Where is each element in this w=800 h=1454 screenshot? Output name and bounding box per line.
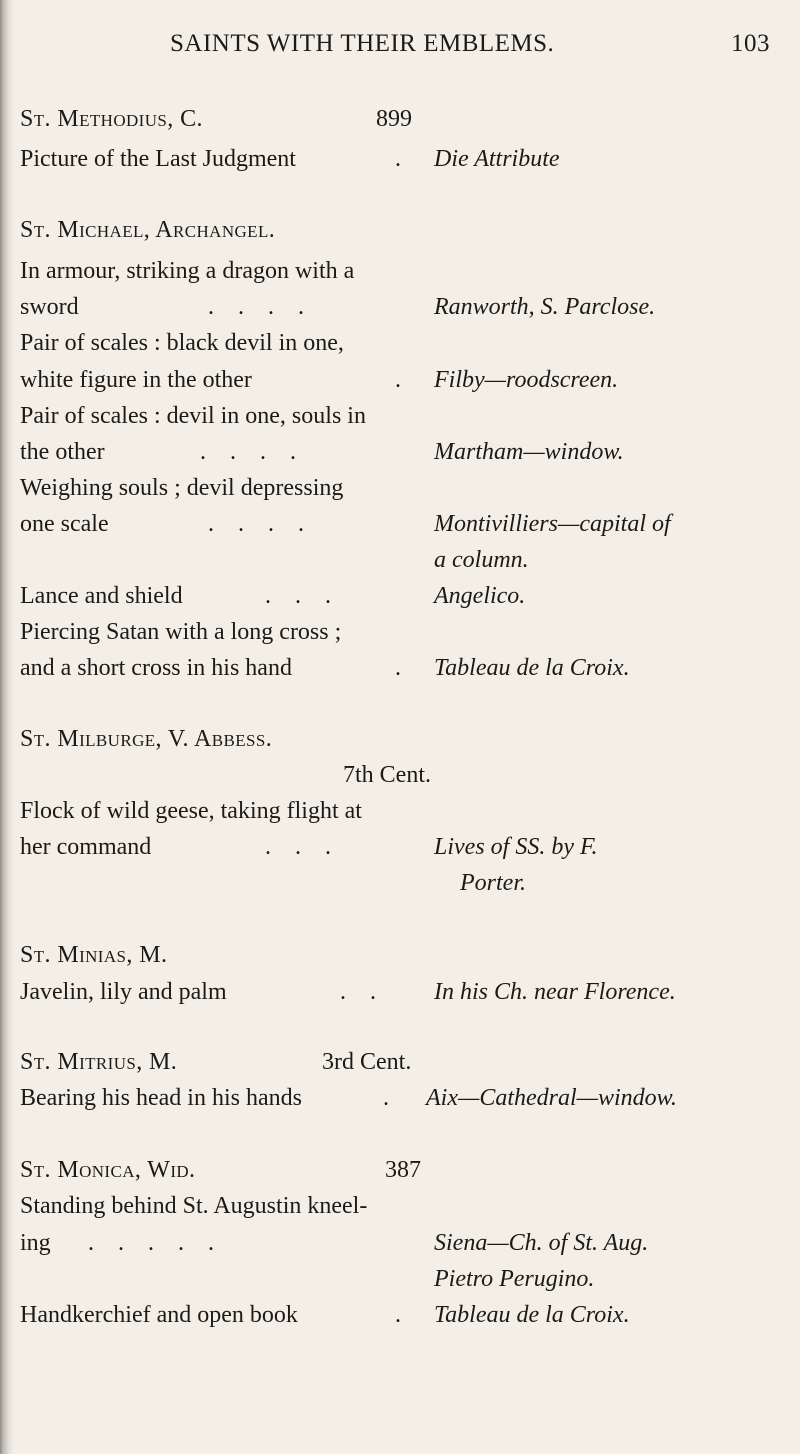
emblem-reference: Tableau de la Croix.	[434, 1302, 630, 1328]
emblem-reference: In his Ch. near Florence.	[434, 979, 676, 1005]
leader-dots: . . .	[265, 834, 331, 860]
emblem-reference: Angelico.	[434, 583, 526, 609]
emblem-reference: Montivilliers—capital of	[434, 511, 671, 537]
emblem-description: the other	[20, 439, 105, 465]
page-gutter-shadow	[0, 0, 14, 1454]
emblem-description: Pair of scales : devil in one, souls in	[20, 403, 366, 429]
leader-dots: .	[395, 146, 401, 172]
saint-name: St. Michael, Archangel.	[20, 217, 276, 243]
saint-name: St. Milburge, V. Abbess.	[20, 726, 273, 752]
emblem-reference: Porter.	[460, 870, 526, 896]
saint-name: St. Monica, Wid.	[20, 1157, 196, 1183]
emblem-description: ing	[20, 1230, 51, 1256]
emblem-description: one scale	[20, 511, 109, 537]
leader-dots: .	[383, 1085, 389, 1111]
saint-name: St. Methodius, C.	[20, 106, 203, 132]
saint-name: St. Minias, M.	[20, 942, 168, 968]
emblem-reference: a column.	[434, 547, 529, 573]
emblem-description: In armour, striking a dragon with a	[20, 258, 355, 284]
emblem-description: Pair of scales : black devil in one,	[20, 330, 344, 356]
running-title: SAINTS WITH THEIR EMBLEMS.	[170, 30, 555, 57]
emblem-reference: Pietro Perugino.	[434, 1266, 595, 1292]
emblem-description: Piercing Satan with a long cross ;	[20, 619, 342, 645]
leader-dots: .	[395, 1302, 401, 1328]
emblem-description: Weighing souls ; devil depressing	[20, 475, 344, 501]
emblem-description: Flock of wild geese, taking flight at	[20, 798, 362, 824]
saint-date: 899	[376, 106, 412, 132]
saint-date: 387	[385, 1157, 421, 1183]
emblem-reference: Martham—window.	[434, 439, 624, 465]
emblem-description: Javelin, lily and palm	[20, 979, 227, 1005]
emblem-description: and a short cross in his hand	[20, 655, 292, 681]
emblem-description: Lance and shield	[20, 583, 183, 609]
emblem-reference: Die Attribute	[434, 146, 560, 172]
leader-dots: . . . .	[208, 511, 304, 537]
leader-dots: . . . .	[208, 294, 304, 320]
page-number: 103	[731, 30, 770, 57]
emblem-description: sword	[20, 294, 79, 320]
emblem-reference: Tableau de la Croix.	[434, 655, 630, 681]
running-header	[0, 30, 800, 70]
emblem-reference: Lives of SS. by F.	[434, 834, 598, 860]
leader-dots: . . . . .	[88, 1230, 214, 1256]
emblem-description: Bearing his head in his hands	[20, 1085, 302, 1111]
leader-dots: . . . .	[200, 439, 296, 465]
emblem-reference: Ranworth, S. Parclose.	[434, 294, 656, 320]
saint-date: 3rd Cent.	[322, 1049, 412, 1075]
emblem-description: her command	[20, 834, 152, 860]
saint-name: St. Mitrius, M.	[20, 1049, 178, 1075]
leader-dots: . .	[340, 979, 376, 1005]
emblem-reference: Filby—roodscreen.	[434, 367, 619, 393]
leader-dots: .	[395, 367, 401, 393]
leader-dots: .	[395, 655, 401, 681]
emblem-description: Handkerchief and open book	[20, 1302, 298, 1328]
emblem-description: white figure in the other	[20, 367, 252, 393]
saint-date: 7th Cent.	[343, 762, 431, 788]
emblem-reference: Siena—Ch. of St. Aug.	[434, 1230, 649, 1256]
emblem-description: Standing behind St. Augustin kneel-	[20, 1193, 368, 1219]
emblem-description: Picture of the Last Judgment	[20, 146, 296, 172]
leader-dots: . . .	[265, 583, 331, 609]
emblem-reference: Aix—Cathedral—window.	[426, 1085, 677, 1111]
